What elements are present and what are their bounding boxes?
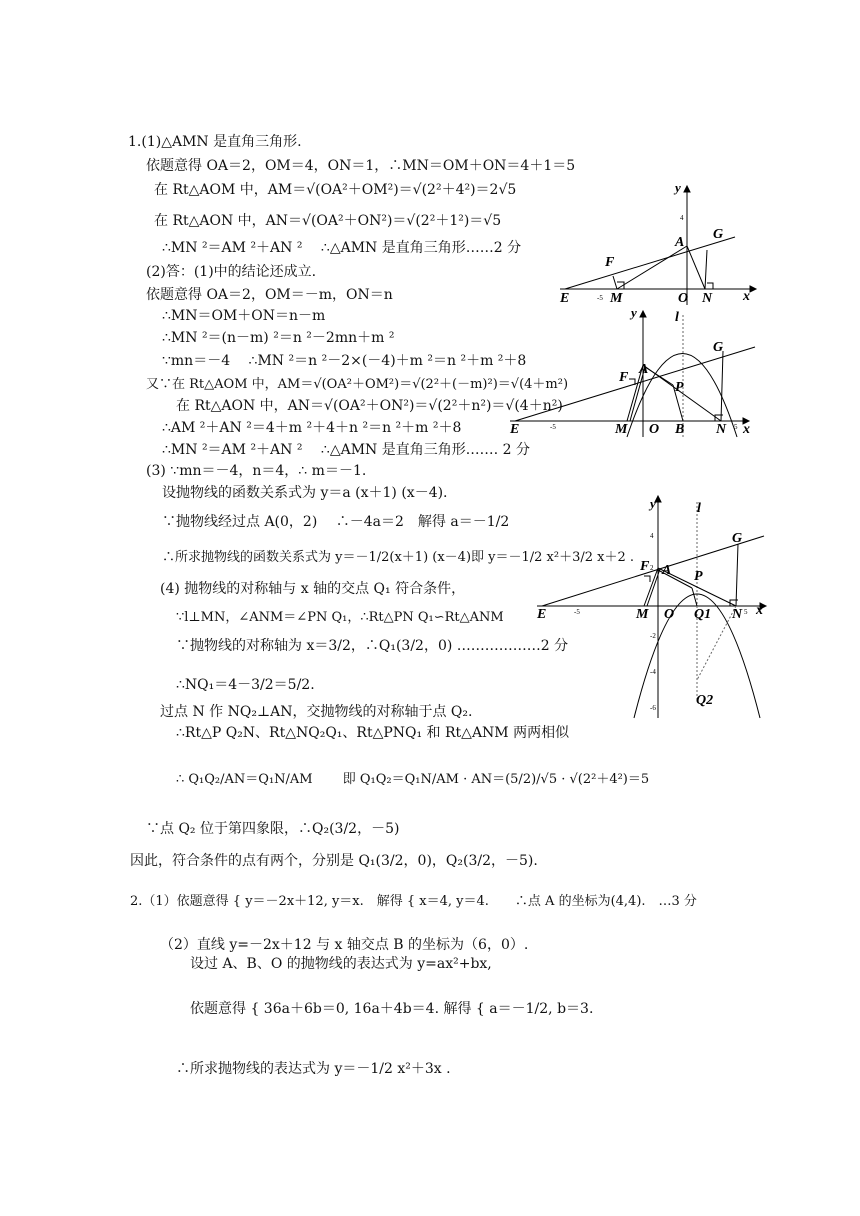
line: 2.（1）依题意得 { y＝－2x＋12, y＝x. 解得 { x＝4, y＝4. ∴点 A 的坐标为(4,4). …3 分 — [130, 894, 697, 909]
line: 依题意得 OA＝2，OM＝4，ON＝1，∴MN＝OM＋ON＝4＋1＝5 — [146, 158, 576, 174]
label: G — [713, 340, 724, 355]
label: M — [610, 291, 623, 306]
line: ∵抛物线的对称轴为 x＝3/2，∴Q₁(3/2，0) ………………2 分 — [176, 638, 569, 654]
label: B — [675, 422, 685, 437]
label: O — [649, 422, 660, 437]
label: A — [662, 563, 672, 578]
label: N — [732, 607, 743, 622]
label: G — [732, 531, 743, 546]
line: (2)答：(1)中的结论还成立. — [146, 264, 317, 280]
label: M — [636, 607, 649, 622]
label: l — [697, 501, 701, 516]
label: Q2 — [696, 693, 714, 708]
label: P — [694, 569, 703, 584]
label: -6 — [650, 704, 656, 712]
label: A — [675, 235, 685, 250]
line: ∴ Q₁Q₂/AN＝Q₁N/AM 即 Q₁Q₂＝Q₁N/AM · AN＝(5/2)/√5 · √(2²＋4²)＝5 — [176, 772, 650, 787]
line: (3) ∵mn＝－4，n＝4，∴ m＝－1. — [146, 463, 367, 479]
line: 在 Rt△AOM 中，AM＝√(OA²＋OM²)＝√(2²＋4²)＝2√5 — [154, 182, 517, 198]
label: O — [678, 291, 689, 306]
line: ∵mn＝－4 ∴MN ²＝n ²－2×(－4)＋m ²＝n ²＋m ²＋8 — [162, 353, 527, 369]
line: 1.(1)△AMN 是直角三角形. — [128, 134, 302, 150]
label: 2 — [650, 564, 654, 572]
label: -4 — [650, 668, 656, 676]
line: ∴MN＝OM＋ON＝n－m — [162, 308, 326, 324]
line: ∴所求抛物线的函数关系式为 y＝－1/2(x＋1) (x－4)即 y＝－1/2 x²＋3/2 x＋2 . — [162, 550, 635, 565]
line: 因此，符合条件的点有两个，分别是 Q₁(3/2，0)，Q₂(3/2，－5). — [130, 853, 538, 869]
label: y — [675, 180, 681, 195]
label: 5 — [734, 423, 738, 431]
line: ∴MN ²＝AM ²＋AN ² ∴△AMN 是直角三角形.…… 2 分 — [162, 442, 531, 458]
label: 4 — [650, 532, 654, 540]
label: x — [743, 289, 750, 304]
label: y — [631, 305, 637, 320]
line: 设抛物线的函数关系式为 y＝a (x＋1) (x－4). — [162, 485, 448, 501]
label: E — [510, 422, 520, 437]
label: 4 — [680, 214, 684, 222]
label: -5 — [550, 423, 556, 431]
line: 过点 N 作 NQ₂⊥AN，交抛物线的对称轴于点 Q₂. — [160, 704, 473, 720]
label: E — [560, 291, 570, 306]
label: -5 — [574, 608, 580, 616]
label: M — [615, 422, 628, 437]
label: G — [713, 227, 724, 242]
label: x — [756, 603, 763, 618]
line: ∴MN ²＝(n－m) ²＝n ²－2mn＋m ² — [162, 330, 395, 346]
line: ∵点 Q₂ 位于第四象限，∴Q₂(3/2，－5) — [146, 821, 400, 837]
figure-2 — [505, 305, 765, 440]
line: ∵l⊥MN，∠ANM＝∠PN Q₁，∴Rt△PN Q₁∽Rt△ANM — [176, 610, 504, 625]
label: P — [675, 380, 684, 395]
label: N — [716, 422, 727, 437]
label: l — [675, 310, 679, 325]
line: 在 Rt△AON 中，AN＝√(OA²＋ON²)＝√(2²＋n²)＝√(4＋n²) — [176, 398, 563, 414]
figure-1 — [555, 180, 765, 310]
label: N — [702, 291, 713, 306]
line: 在 Rt△AON 中，AN＝√(OA²＋ON²)＝√(2²＋1²)＝√5 — [154, 213, 502, 229]
line: (4) 抛物线的对称轴与 x 轴的交点 Q₁ 符合条件， — [160, 581, 466, 597]
label: -5 — [597, 294, 603, 302]
line: （2）直线 y=－2x＋12 与 x 轴交点 B 的坐标为（6，0）. — [160, 937, 529, 953]
label: E — [537, 607, 547, 622]
label: x — [743, 422, 750, 437]
line: 又∵在 Rt△AOM 中，AM＝√(OA²＋OM²)＝√(2²＋(－m)²)＝√(4＋m²) — [146, 377, 569, 392]
label: F — [605, 255, 615, 270]
line: 依题意得 OA＝2，OM＝－m，ON＝n — [146, 287, 393, 303]
label: F — [619, 370, 629, 385]
label: y — [650, 496, 656, 511]
line: ∴Rt△P Q₂N、Rt△NQ₂Q₁、Rt△PNQ₁ 和 Rt△ANM 两两相似 — [176, 725, 570, 741]
line: 依题意得 { 36a＋6b＝0, 16a＋4b＝4. 解得 { a＝－1/2, b＝3. — [190, 1001, 594, 1017]
label: 5 — [744, 608, 748, 616]
label: O — [664, 607, 675, 622]
line: ∵抛物线经过点 A(0，2) ∴－4a＝2 解得 a＝－1/2 — [162, 514, 510, 530]
label: -2 — [650, 632, 656, 640]
line: 设过 A、B、O 的抛物线的表达式为 y=ax²+bx, — [190, 956, 492, 972]
line: ∴NQ₁＝4－3/2＝5/2. — [176, 677, 315, 693]
line: ∴AM ²＋AN ²＝4＋m ²＋4＋n ²＝n ²＋m ²＋8 — [162, 420, 462, 436]
figure-3 — [532, 490, 772, 720]
label: F — [640, 559, 650, 574]
line: ∴MN ²＝AM ²＋AN ² ∴△AMN 是直角三角形……2 分 — [162, 240, 522, 256]
label: A — [639, 362, 649, 377]
line: ∴所求抛物线的表达式为 y＝－1/2 x²＋3x . — [176, 1061, 451, 1077]
label: Q1 — [694, 607, 712, 622]
